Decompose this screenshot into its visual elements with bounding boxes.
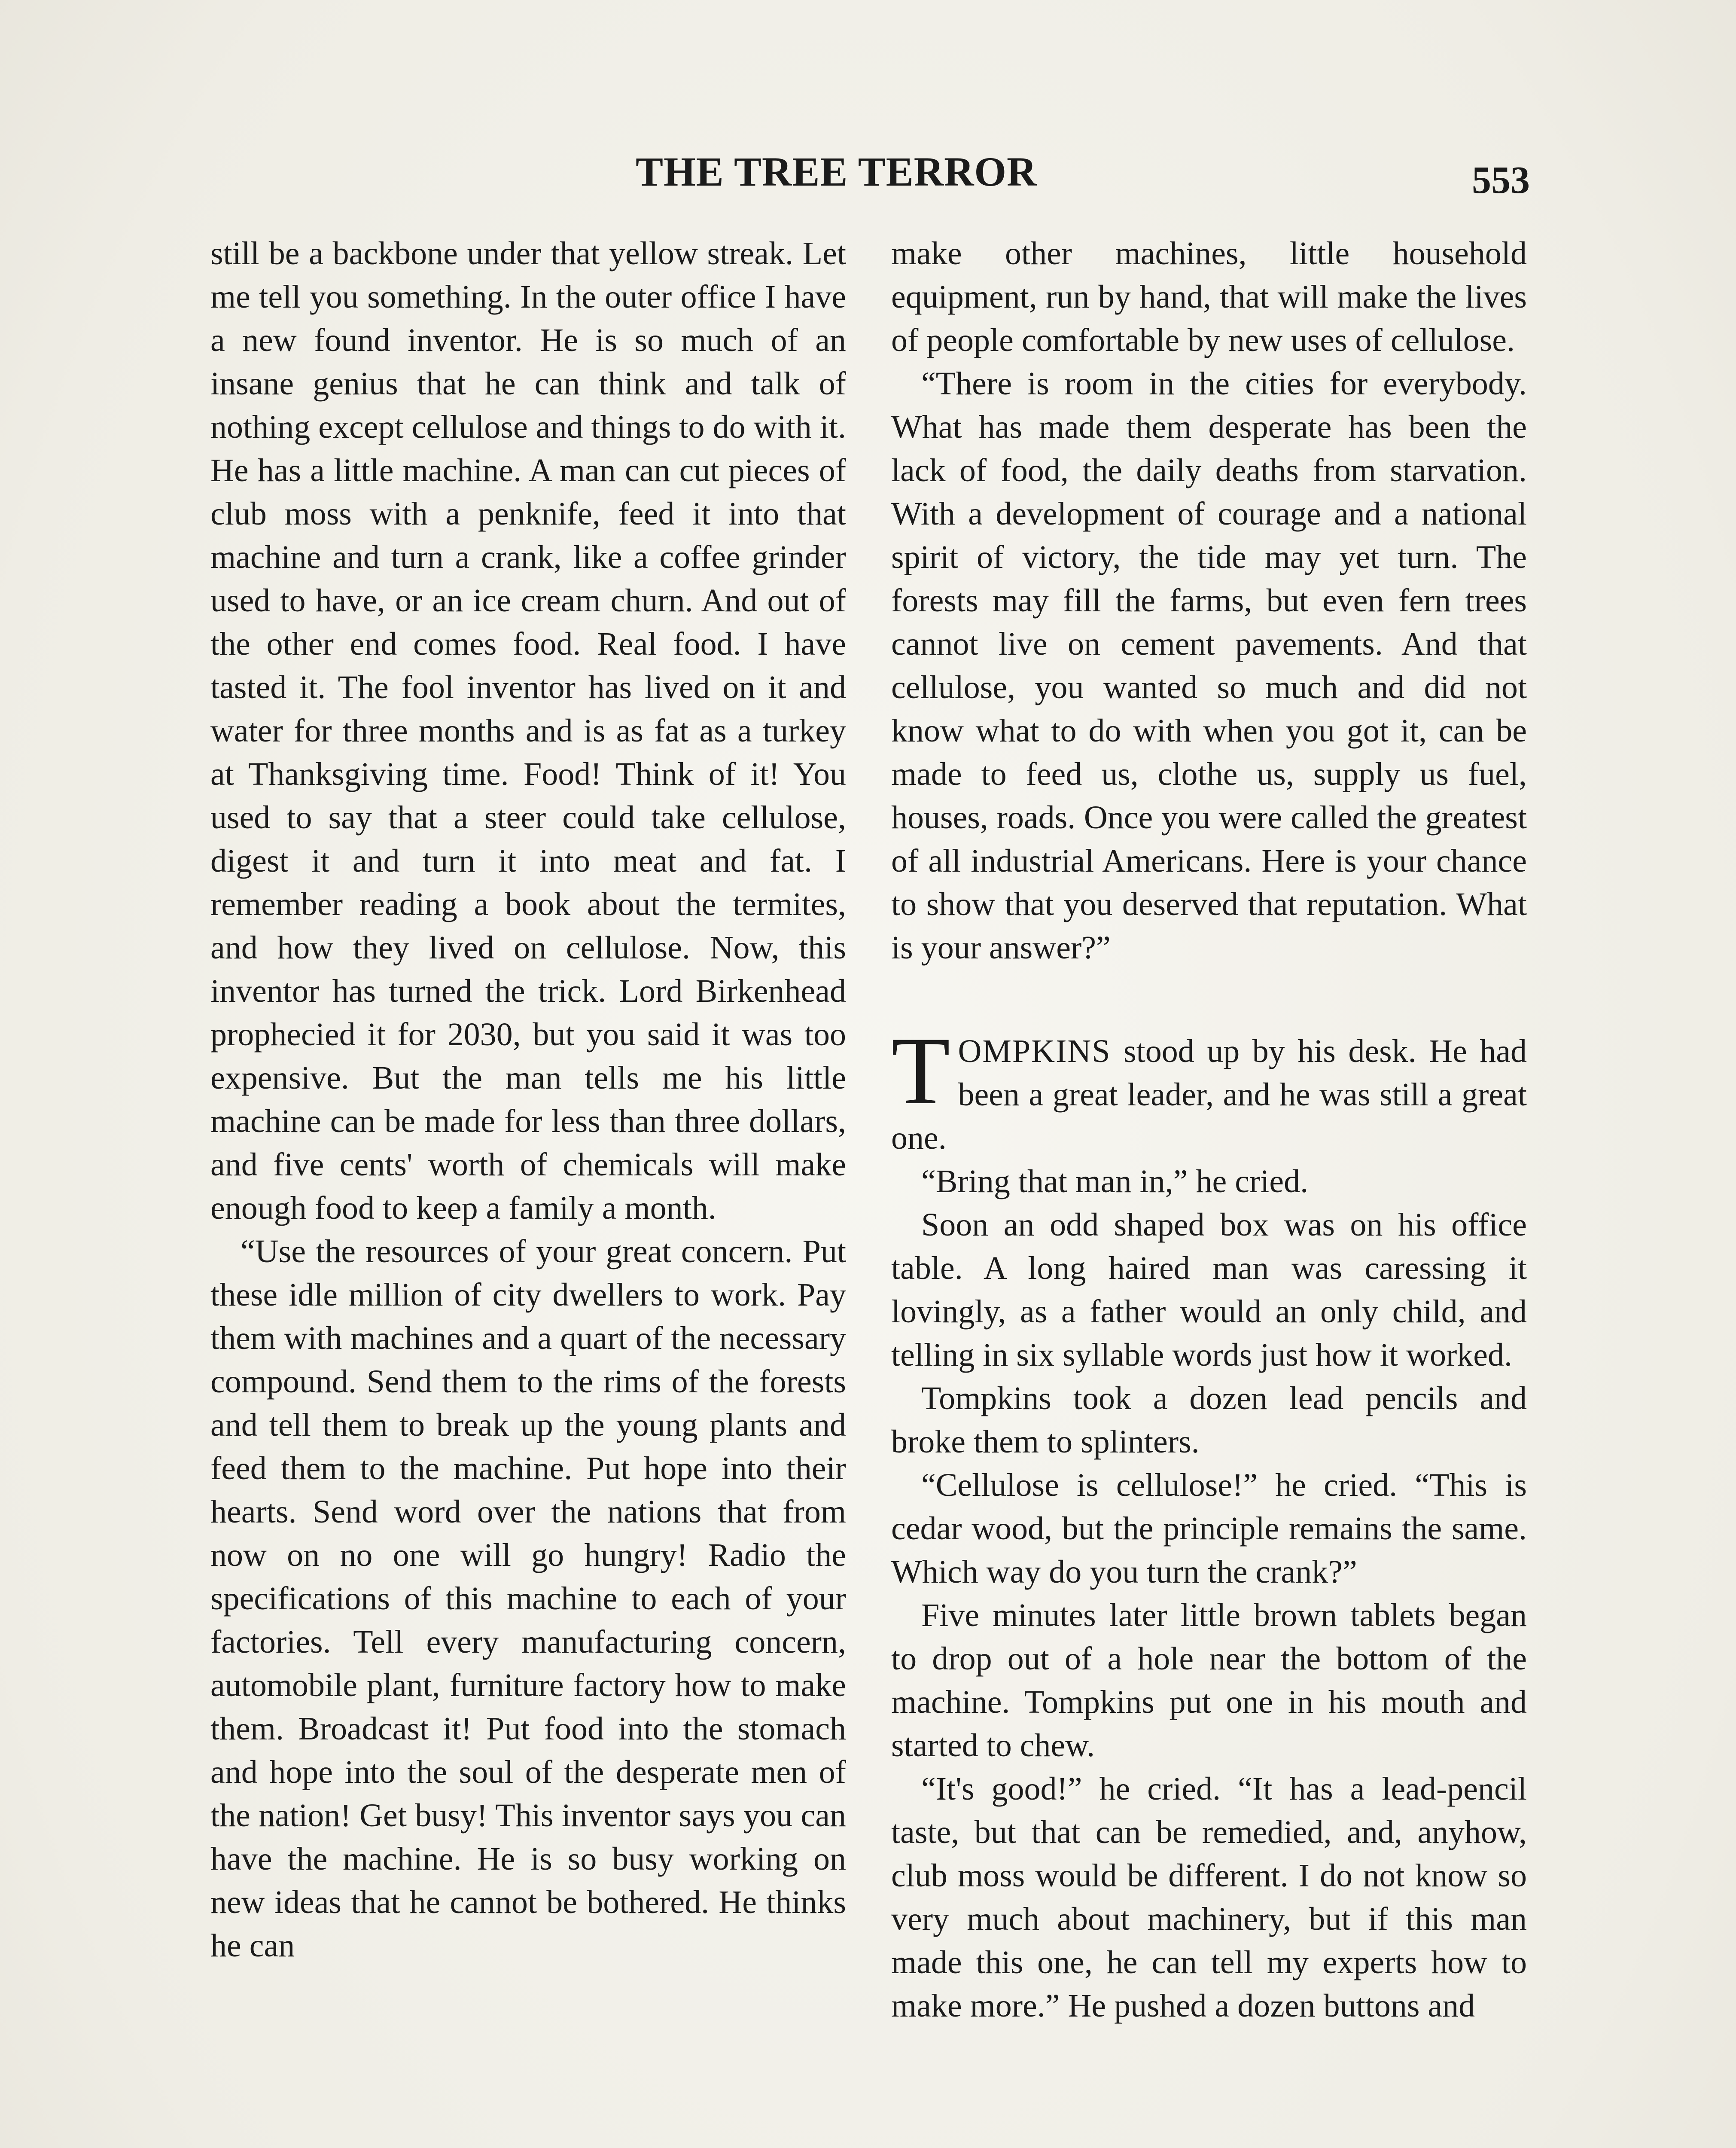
story-title: THE TREE TERROR (636, 149, 1037, 195)
paragraph: Tompkins took a dozen lead pencils and broke them to splinters. (891, 1380, 1527, 1460)
paragraph: Five minutes later little brown tablets began to drop out of a hole near the bottom of the machine. Tompkins put one in his mouth and started to chew. (891, 1597, 1527, 1764)
page-number: 553 (1472, 159, 1530, 201)
drop-cap: T (891, 1017, 950, 1124)
paragraph: “Cellulose is cellulose!” he cried. “This is cedar wood, but the principle remains the same. Which way do you turn the crank?” (891, 1467, 1527, 1590)
left-column (210, 232, 846, 2148)
paragraph-text: stood up by his desk. He had been a great leader, and he was still a great one. (891, 1033, 1527, 1156)
paragraph: make other machines, little household equipment, run by hand, that will make the lives of people comfortable by new uses of cellulose. (891, 235, 1527, 358)
paragraph: Soon an odd shaped box was on his office table. A long haired man was caressing it lovingly, as a father would an only child, and telling in six syllable words just how it worked. (891, 1207, 1527, 1373)
paragraph: “Use the resources of your great concern. Put these idle million of city dwellers to work. Pay them with machines and a quart of the necessary compound. Send them to the rims of the forests and tell them to break up the young plants and feed them to the machine. Put hope into their hearts. Send word over the nations that from now on no one will go hungry! Radio the specifications of this machine to each of your factories. Tell every manufacturing concern, automobile plant, furniture factory how to make them. Broadcast it! Put food into the stomach and hope into the soul of the desperate men of the nation! Get busy! This inventor says you can have the machine. He is so busy working on new ideas that he cannot be bothered. He thinks he can (210, 1233, 846, 1964)
paragraph: “There is room in the cities for everybody. What has made them desperate has been the lack of food, the daily deaths from starvation. With a development of courage and a national spirit of victory, the tide may yet turn. The forests may fill the farms, but even fern trees cannot live on cement pavements. And that cellulose, you wanted so much and did not know what to do with when you got it, can be made to feed us, clothe us, supply us fuel, houses, roads. Once you were called the greatest of all industrial Americans. Here is your chance to show that you deserved that reputation. What is your answer?” (891, 366, 1527, 966)
paragraph: “Bring that man in,” he cried. (921, 1163, 1309, 1199)
right-column (891, 232, 1527, 2148)
section-opening-paragraph (891, 1017, 1527, 1160)
running-head (0, 142, 1736, 202)
paragraph: “It's good!” he cried. “It has a lead-pencil taste, but that can be remedied, and, anyhow, club moss would be different. I do not know so very much about machinery, but if this man made this one, he can tell my experts how to make more.” He pushed a dozen buttons and (891, 1771, 1527, 2024)
lead-in-smallcaps: OMPKINS (958, 1033, 1111, 1069)
paragraph: still be a backbone under that yellow streak. Let me tell you something. In the outer office I have a new found inventor. He is so much of an insane genius that he can think and talk of nothing except cellulose and things to do with it. He has a little machine. A man can cut pieces of club moss with a penknife, feed it into that machine and turn a crank, like a coffee grinder used to have, or an ice cream churn. And out of the other end comes food. Real food. I have tasted it. The fool inventor has lived on it and water for three months and is as fat as a turkey at Thanksgiving time. Food! Think of it! You used to say that a steer could take cellulose, digest it and turn it into meat and fat. I remember reading a book about the termites, and how they lived on cellulose. Now, this inventor has turned the trick. Lord Birkenhead prophecied it for 2030, but you said it was too expensive. But the man tells me his little machine can be made for less than three dollars, and five cents' worth of chemicals will make enough food to keep a family a month. (210, 235, 846, 1226)
